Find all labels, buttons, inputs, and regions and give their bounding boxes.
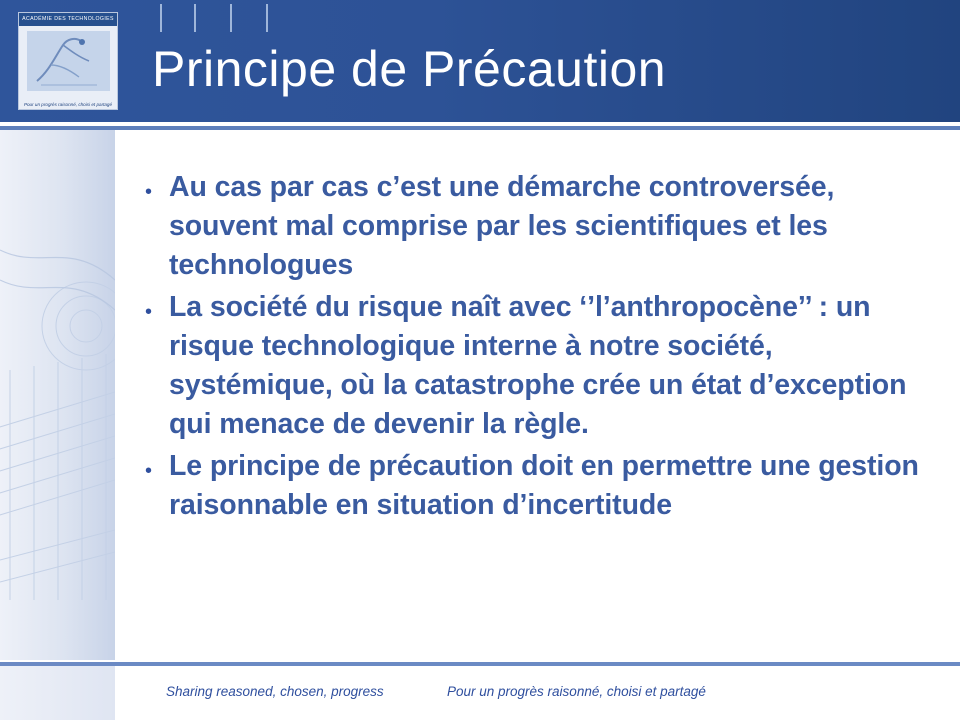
page-title: Principe de Précaution <box>152 41 667 97</box>
footer-text-english: Sharing reasoned, chosen, progress <box>166 684 384 699</box>
list-item-text: La société du risque naît avec ‘’l’anthropocène’’ : un risque technologique interne à notre société, systémique, où la catastrophe crée un état d’exception qui menace de devenir la règle. <box>169 291 907 440</box>
logo-tagline: Pour un progrès raisonné, choisi et partagé <box>23 102 113 107</box>
footer-text-french: Pour un progrès raisonné, choisi et partagé <box>447 684 706 699</box>
left-decorative-band <box>0 130 115 660</box>
list-item <box>145 288 925 443</box>
footer-left-decoration <box>0 666 115 720</box>
bullet-list <box>145 168 925 529</box>
slide-footer <box>0 666 960 720</box>
slide-header <box>0 0 960 122</box>
bullet-marker-icon: • <box>145 181 153 203</box>
logo-emblem-icon <box>27 31 110 91</box>
logo-title-text: ACADÉMIE DES TECHNOLOGIES <box>19 13 117 26</box>
slide-body <box>115 130 960 660</box>
list-item-text: Au cas par cas c’est une démarche controversée, souvent mal comprise par les scientifiques et les technologues <box>169 171 835 281</box>
tick-marks-decoration <box>160 4 280 32</box>
academy-logo <box>18 12 118 110</box>
list-item-text: Le principe de précaution doit en permettre une gestion raisonnable en situation d’incertitude <box>169 450 919 521</box>
bullet-marker-icon: • <box>145 301 153 324</box>
list-item <box>145 447 925 525</box>
bullet-marker-icon: • <box>145 460 153 483</box>
list-item <box>145 168 925 284</box>
